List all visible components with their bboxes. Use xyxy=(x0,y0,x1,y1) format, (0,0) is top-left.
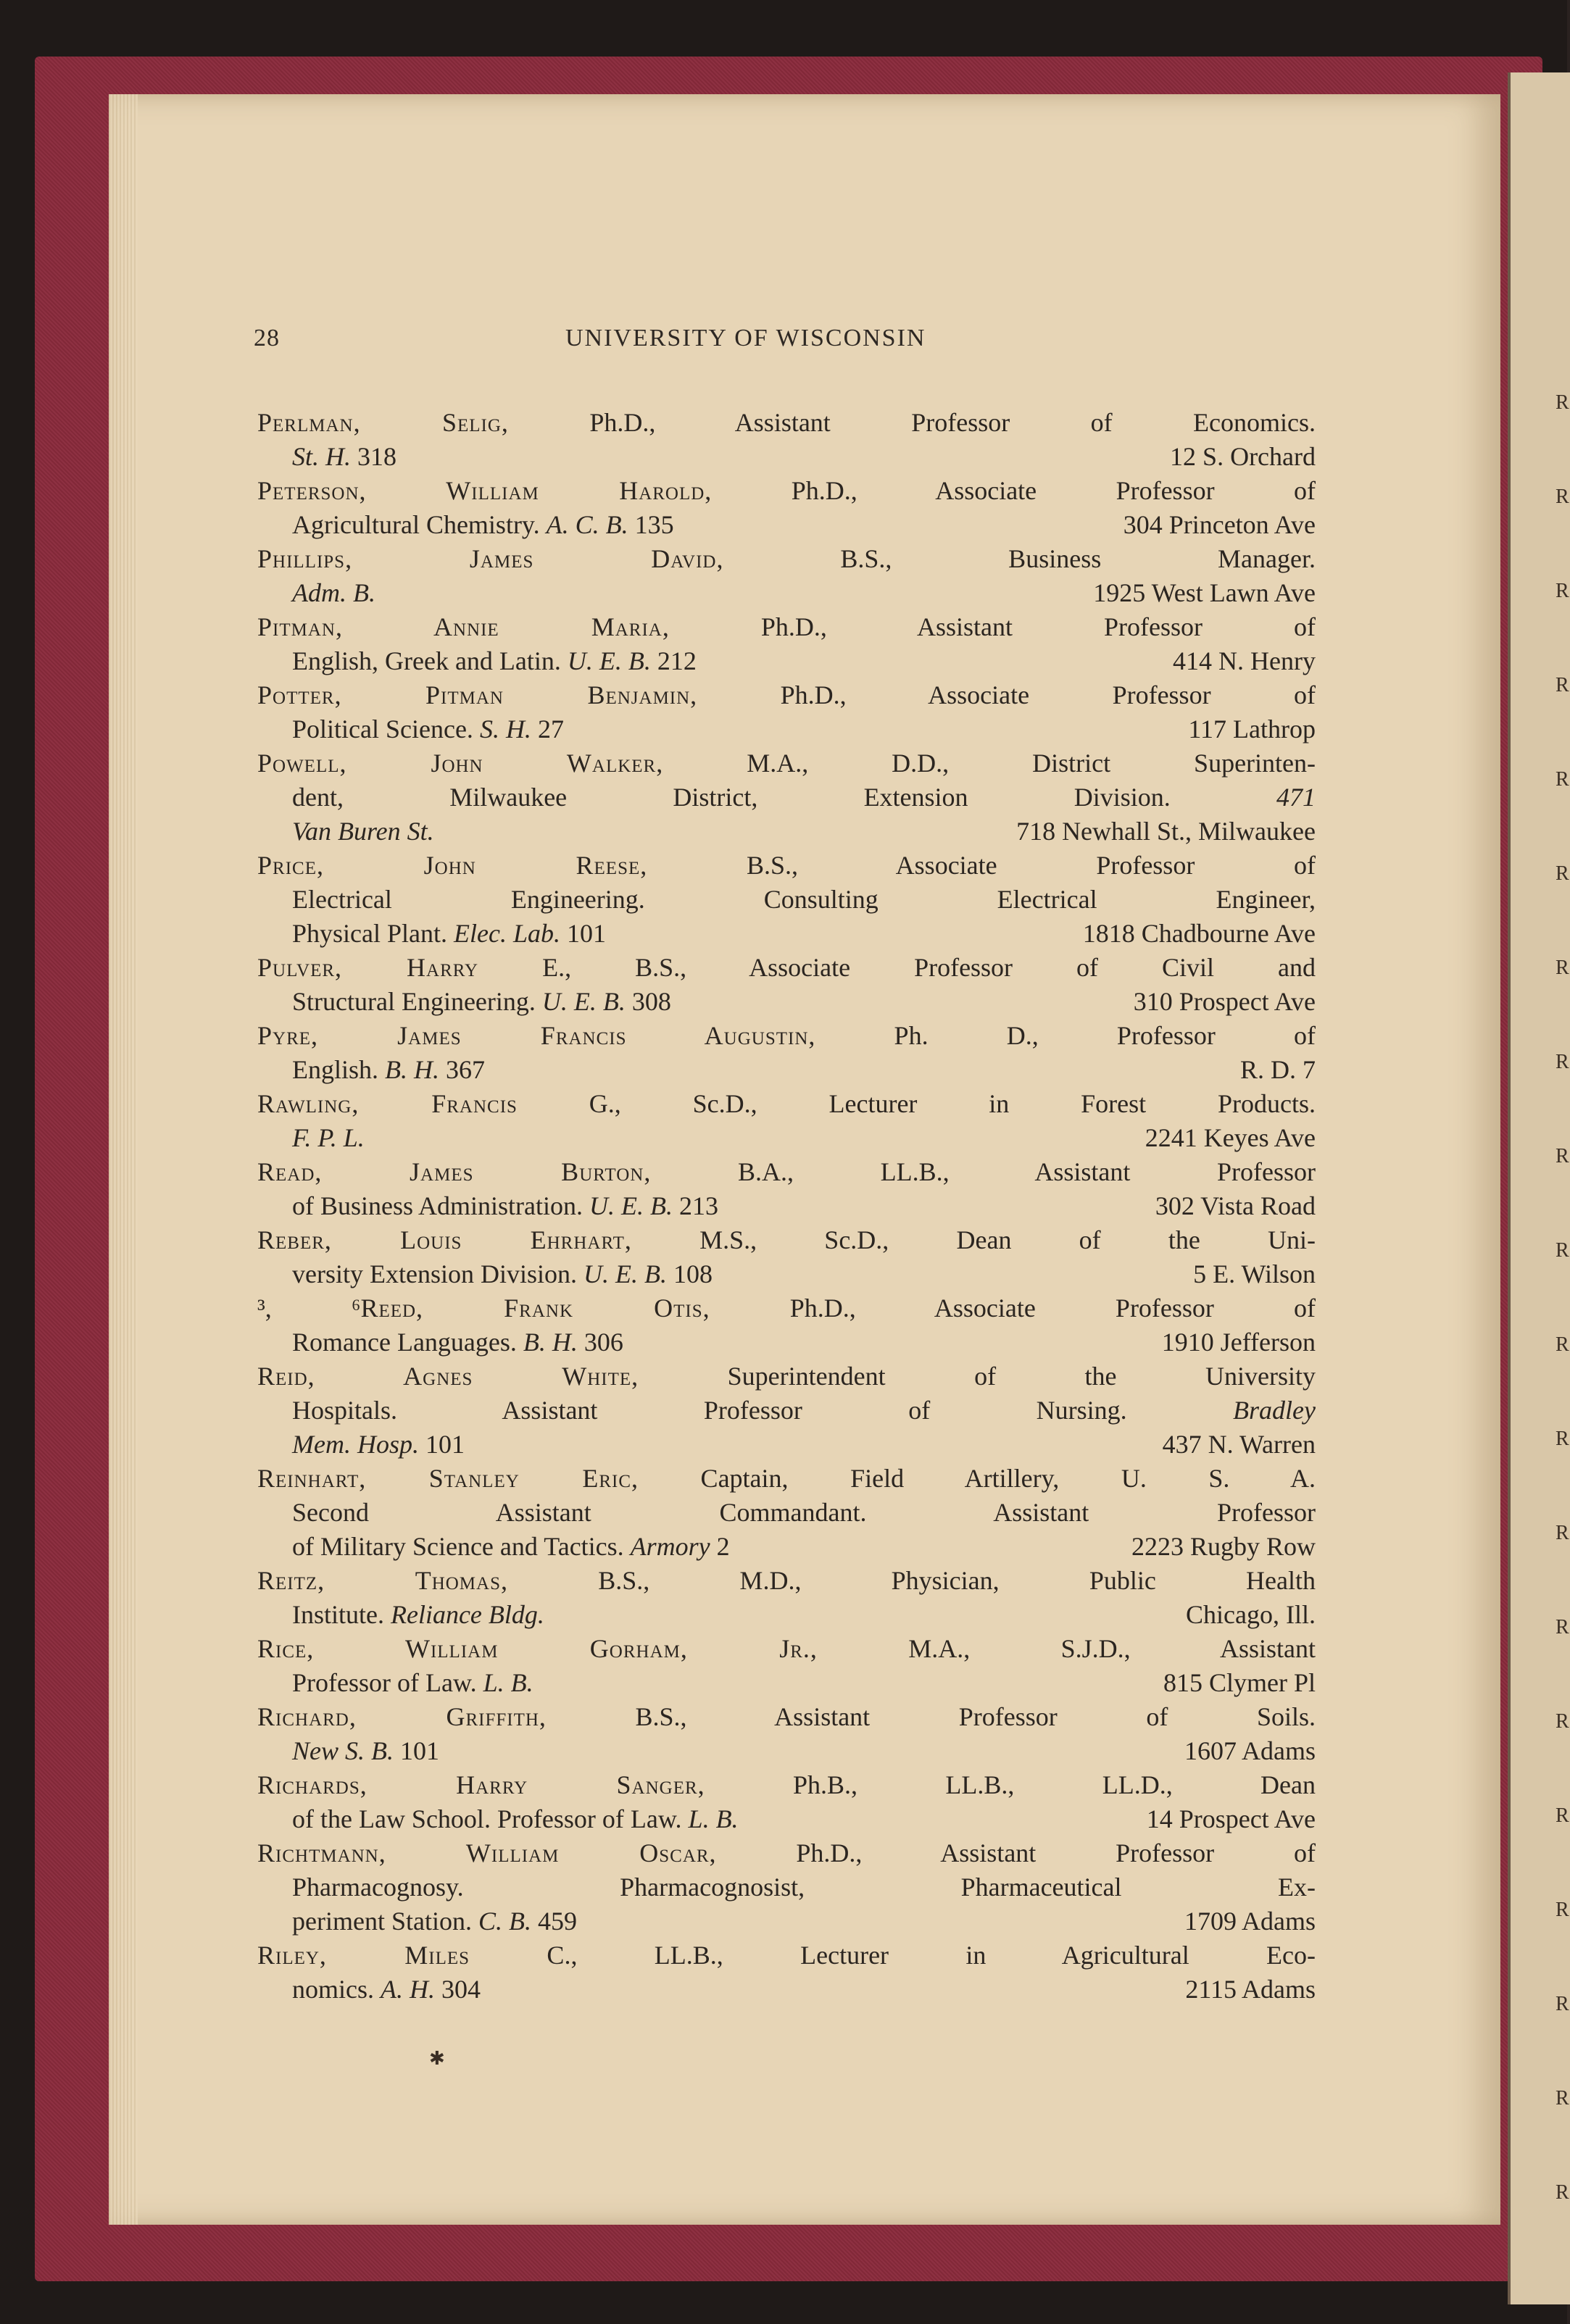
entry-line xyxy=(257,1666,1316,1700)
entry-text: 108 xyxy=(666,1259,713,1288)
entry-text: Agricultural Chemistry. xyxy=(292,510,547,539)
entry-text: Ph.D., Assistant Professor of xyxy=(669,612,1316,641)
entry-name: Pyre, James Francis Augustin, xyxy=(257,1021,816,1050)
entry-office: U. E. B. xyxy=(567,646,651,675)
entry-text: Hospitals. Assistant Professor of Nursing. xyxy=(292,1396,1234,1425)
entry-line xyxy=(257,815,1316,849)
facing-page-letter: R xyxy=(1556,1522,1569,1544)
faculty-directory xyxy=(257,406,1316,2007)
entry-line xyxy=(257,576,1316,610)
entry-address: 414 N. Henry xyxy=(1173,646,1316,675)
entry-address: 437 N. Warren xyxy=(1162,1430,1316,1459)
entry-name: Peterson, William Harold, xyxy=(257,476,713,505)
directory-entry xyxy=(257,474,1316,542)
entry-line xyxy=(257,1973,1316,2007)
entry-text: M.A., D.D., District Superinten- xyxy=(663,749,1316,778)
facing-page-letter: R xyxy=(1556,1239,1569,1262)
entry-text: English. xyxy=(292,1055,386,1084)
entry-text: Structural Engineering. xyxy=(292,987,542,1016)
entry-name: Rawling, Francis xyxy=(257,1089,518,1118)
entry-line xyxy=(257,644,1316,678)
page-edges xyxy=(109,94,138,2225)
directory-entry xyxy=(257,746,1316,849)
entry-address: 1818 Chadbourne Ave xyxy=(1082,919,1316,948)
entry-text: B.A., LL.B., Assistant Professor xyxy=(651,1157,1316,1186)
entry-office: C. B. xyxy=(478,1907,531,1936)
entry-address: R. D. 7 xyxy=(1239,1055,1316,1084)
entry-text: Ph.D., Associate Professor of xyxy=(712,476,1316,505)
directory-entry xyxy=(257,1462,1316,1564)
entry-line xyxy=(257,1053,1316,1087)
entry-text: dent, Milwaukee District, Extension Division. xyxy=(292,783,1276,812)
entry-line xyxy=(257,508,1316,542)
entry-office: U. E. B. xyxy=(589,1191,673,1220)
entry-line xyxy=(257,542,1316,576)
entry-line xyxy=(257,1462,1316,1496)
entry-line xyxy=(257,678,1316,712)
entry-text: English, Greek and Latin. xyxy=(292,646,568,675)
entry-name: Reinhart, Stanley Eric, xyxy=(257,1464,639,1493)
entry-address: 310 Prospect Ave xyxy=(1133,987,1316,1016)
entry-line xyxy=(257,951,1316,985)
entry-text: B.S., Business Manager. xyxy=(723,544,1316,573)
directory-entry xyxy=(257,610,1316,678)
facing-page-letter: R xyxy=(1556,1710,1569,1733)
entry-address: 1925 West Lawn Ave xyxy=(1093,578,1316,607)
entry-text: 213 xyxy=(673,1191,718,1220)
entry-line xyxy=(257,1938,1316,1973)
entry-text: of Military Science and Tactics. xyxy=(292,1532,631,1561)
entry-text: C., LL.B., Lecturer in Agricultural Eco- xyxy=(470,1941,1316,1970)
entry-office: Adm. B. xyxy=(292,578,375,607)
directory-entry xyxy=(257,1700,1316,1768)
entry-office: B. H. xyxy=(385,1055,440,1084)
entry-line xyxy=(257,1632,1316,1666)
directory-entry xyxy=(257,1155,1316,1223)
facing-page-letter: R xyxy=(1556,2087,1569,2109)
entry-line xyxy=(257,883,1316,917)
entry-office: U. E. B. xyxy=(541,987,626,1016)
entry-text: Ph.D., Associate Professor of xyxy=(697,680,1316,709)
entry-line xyxy=(257,1870,1316,1904)
entry-office: A. H. xyxy=(381,1975,435,2004)
entry-office: F. P. L. xyxy=(292,1123,365,1152)
facing-page-letter: R xyxy=(1556,768,1569,791)
entry-line xyxy=(257,1257,1316,1291)
ink-mark: ✱ xyxy=(429,2048,445,2069)
entry-office: A. C. B. xyxy=(546,510,628,539)
directory-entry xyxy=(257,1019,1316,1087)
entry-text: 318 xyxy=(351,442,396,471)
entry-text: B.S., M.D., Physician, Public Health xyxy=(508,1566,1316,1595)
entry-address: 718 Newhall St., Milwaukee xyxy=(1016,817,1316,846)
entry-line xyxy=(257,1394,1316,1428)
entry-address: 815 Clymer Pl xyxy=(1163,1668,1316,1697)
entry-text: 101 xyxy=(394,1736,439,1765)
entry-text: Superintendent of the University xyxy=(639,1362,1316,1391)
entry-address: 14 Prospect Ave xyxy=(1146,1804,1316,1833)
entry-line xyxy=(257,917,1316,951)
entry-line xyxy=(257,1700,1316,1734)
facing-page-letter: R xyxy=(1556,1428,1569,1450)
entry-office: Van Buren St. xyxy=(292,817,434,846)
entry-text: Institute. xyxy=(292,1600,391,1629)
entry-name: Pitman, Annie Maria, xyxy=(257,612,670,641)
entry-line xyxy=(257,1223,1316,1257)
facing-page-letter: R xyxy=(1556,1804,1569,1827)
entry-text: 306 xyxy=(577,1328,623,1357)
entry-name: Reed, Frank Otis, xyxy=(360,1294,710,1323)
entry-line xyxy=(257,1734,1316,1768)
facing-page-letter: R xyxy=(1556,862,1569,885)
entry-text: Ph.B., LL.B., LL.D., Dean xyxy=(705,1770,1316,1799)
entry-text: Ph.D., Associate Professor of xyxy=(710,1294,1316,1323)
entry-line xyxy=(257,712,1316,746)
directory-entry xyxy=(257,1087,1316,1155)
entry-text: Physical Plant. xyxy=(292,919,454,948)
entry-line xyxy=(257,1325,1316,1359)
directory-entry xyxy=(257,1768,1316,1836)
entry-line xyxy=(257,1836,1316,1870)
directory-entry xyxy=(257,1632,1316,1700)
entry-line xyxy=(257,1359,1316,1394)
entry-text: 304 xyxy=(435,1975,481,2004)
entry-office: L. B. xyxy=(688,1804,739,1833)
entry-name: Price, John Reese, xyxy=(257,851,648,880)
entry-line xyxy=(257,1802,1316,1836)
facing-page-letter: R xyxy=(1556,391,1569,414)
entry-line xyxy=(257,746,1316,780)
facing-page-letter: R xyxy=(1556,1616,1569,1638)
entry-office: New S. B. xyxy=(292,1736,394,1765)
entry-text: Ph.D., Assistant Professor of Economics. xyxy=(508,408,1316,437)
entry-office: St. H. xyxy=(292,442,351,471)
entry-line xyxy=(257,1564,1316,1598)
directory-entry xyxy=(257,678,1316,746)
entry-text: 459 xyxy=(531,1907,577,1936)
facing-page-letter: R xyxy=(1556,674,1569,696)
entry-name: Richard, Griffith, xyxy=(257,1702,547,1731)
directory-entry xyxy=(257,406,1316,474)
entry-text: Second Assistant Commandant. Assistant Professor xyxy=(292,1498,1316,1527)
facing-page-letter: R xyxy=(1556,1993,1569,2015)
directory-entry xyxy=(257,1938,1316,2007)
entry-text: Electrical Engineering. Consulting Electrical Engineer, xyxy=(292,885,1316,914)
entry-name: Pulver, Harry xyxy=(257,953,479,982)
entry-name: Richards, Harry Sanger, xyxy=(257,1770,705,1799)
entry-text: Professor of Law. xyxy=(292,1668,483,1697)
entry-line xyxy=(257,1019,1316,1053)
entry-text: M.S., Sc.D., Dean of the Uni- xyxy=(631,1225,1316,1254)
entry-text: 308 xyxy=(625,987,671,1016)
facing-page-letter: R xyxy=(1556,957,1569,979)
entry-line xyxy=(257,1530,1316,1564)
entry-text: 101 xyxy=(418,1430,465,1459)
entry-text: Captain, Field Artillery, U. S. A. xyxy=(639,1464,1316,1493)
entry-line xyxy=(257,1121,1316,1155)
entry-text: 135 xyxy=(628,510,674,539)
entry-address: 2223 Rugby Row xyxy=(1131,1532,1316,1561)
entry-name: Perlman, Selig, xyxy=(257,408,509,437)
entry-text: 101 xyxy=(560,919,606,948)
entry-line xyxy=(257,849,1316,883)
entry-text: ³, ⁶ xyxy=(257,1294,361,1323)
entry-name: Read, James Burton, xyxy=(257,1157,652,1186)
directory-entry xyxy=(257,1291,1316,1359)
entry-text: versity Extension Division. xyxy=(292,1259,583,1288)
entry-text: Pharmacognosy. Pharmacognosist, Pharmaceutical Ex- xyxy=(292,1873,1316,1902)
directory-entry xyxy=(257,1359,1316,1462)
entry-name: Reid, Agnes White, xyxy=(257,1362,639,1391)
facing-page-letter: R xyxy=(1556,1145,1569,1167)
entry-office: 471 xyxy=(1276,783,1316,812)
entry-text: M.A., S.J.D., Assistant xyxy=(817,1634,1316,1663)
entry-office: S. H. xyxy=(479,715,531,744)
entry-address: 2115 Adams xyxy=(1185,1975,1316,2004)
entry-text: 367 xyxy=(439,1055,486,1084)
entry-text: nomics. xyxy=(292,1975,381,2004)
directory-entry xyxy=(257,1836,1316,1938)
entry-text: of the Law School. Professor of Law. xyxy=(292,1804,689,1833)
entry-office: Reliance Bldg. xyxy=(390,1600,544,1629)
entry-name: Powell, John Walker, xyxy=(257,749,664,778)
directory-entry xyxy=(257,849,1316,951)
entry-address: 302 Vista Road xyxy=(1155,1191,1316,1220)
page-title: UNIVERSITY OF WISCONSIN xyxy=(565,325,926,351)
entry-line xyxy=(257,1189,1316,1223)
entry-name: Richtmann, William Oscar, xyxy=(257,1838,717,1867)
facing-page-edge xyxy=(1508,72,1570,2304)
entry-text: E., B.S., Associate Professor of Civil and xyxy=(478,953,1316,982)
facing-page-letter: R xyxy=(1556,1333,1569,1356)
page-number: 28 xyxy=(254,325,280,351)
entry-line xyxy=(257,1598,1316,1632)
entry-text: periment Station. xyxy=(292,1907,478,1936)
entry-name: Reitz, Thomas, xyxy=(257,1566,508,1595)
entry-address: 1709 Adams xyxy=(1184,1907,1316,1936)
entry-name: Potter, Pitman Benjamin, xyxy=(257,680,698,709)
entry-office: Mem. Hosp. xyxy=(292,1430,419,1459)
entry-text: 2 xyxy=(710,1532,730,1561)
facing-page-letter: R xyxy=(1556,1899,1569,1921)
entry-name: Riley, Miles xyxy=(257,1941,470,1970)
entry-line xyxy=(257,985,1316,1019)
entry-line xyxy=(257,780,1316,815)
entry-line xyxy=(257,610,1316,644)
entry-address: 12 S. Orchard xyxy=(1170,442,1316,471)
entry-name: Phillips, James David, xyxy=(257,544,724,573)
entry-name: Rice, William Gorham, Jr., xyxy=(257,1634,818,1663)
entry-office: Armory xyxy=(630,1532,710,1561)
facing-page-letter: R xyxy=(1556,580,1569,602)
entry-office: Elec. Lab. xyxy=(454,919,560,948)
entry-text: Political Science. xyxy=(292,715,480,744)
entry-text: B.S., Assistant Professor of Soils. xyxy=(546,1702,1316,1731)
entry-line xyxy=(257,1428,1316,1462)
facing-page-letter: R xyxy=(1556,2181,1569,2204)
entry-address: 2241 Keyes Ave xyxy=(1145,1123,1316,1152)
entry-office: U. E. B. xyxy=(583,1259,667,1288)
directory-entry xyxy=(257,951,1316,1019)
entry-text: B.S., Associate Professor of xyxy=(647,851,1316,880)
entry-line xyxy=(257,1768,1316,1802)
directory-entry xyxy=(257,1564,1316,1632)
entry-text: of Business Administration. xyxy=(292,1191,590,1220)
entry-address: 1910 Jefferson xyxy=(1161,1328,1316,1357)
entry-address: 5 E. Wilson xyxy=(1193,1259,1316,1288)
entry-text: Ph.D., Assistant Professor of xyxy=(716,1838,1316,1867)
entry-line xyxy=(257,1155,1316,1189)
entry-address: Chicago, Ill. xyxy=(1186,1600,1316,1629)
entry-line xyxy=(257,1904,1316,1938)
entry-name: Reber, Louis Ehrhart, xyxy=(257,1225,632,1254)
entry-address: 304 Princeton Ave xyxy=(1123,510,1316,539)
entry-line xyxy=(257,1496,1316,1530)
entry-line xyxy=(257,440,1316,474)
directory-entry xyxy=(257,542,1316,610)
directory-entry xyxy=(257,1223,1316,1291)
entry-line xyxy=(257,406,1316,440)
facing-page-letter: R xyxy=(1556,1051,1569,1073)
entry-text: Romance Languages. xyxy=(292,1328,523,1357)
entry-office: Bradley xyxy=(1233,1396,1316,1425)
entry-text: 27 xyxy=(531,715,564,744)
entry-office: B. H. xyxy=(523,1328,578,1357)
entry-address: 1607 Adams xyxy=(1184,1736,1316,1765)
entry-line xyxy=(257,474,1316,508)
entry-address: 117 Lathrop xyxy=(1188,715,1316,744)
entry-text: Ph. D., Professor of xyxy=(815,1021,1316,1050)
facing-page-letter: R xyxy=(1556,486,1569,508)
entry-line xyxy=(257,1087,1316,1121)
entry-line xyxy=(257,1291,1316,1325)
entry-text: 212 xyxy=(650,646,697,675)
entry-office: L. B. xyxy=(483,1668,533,1697)
entry-text: G., Sc.D., Lecturer in Forest Products. xyxy=(517,1089,1316,1118)
